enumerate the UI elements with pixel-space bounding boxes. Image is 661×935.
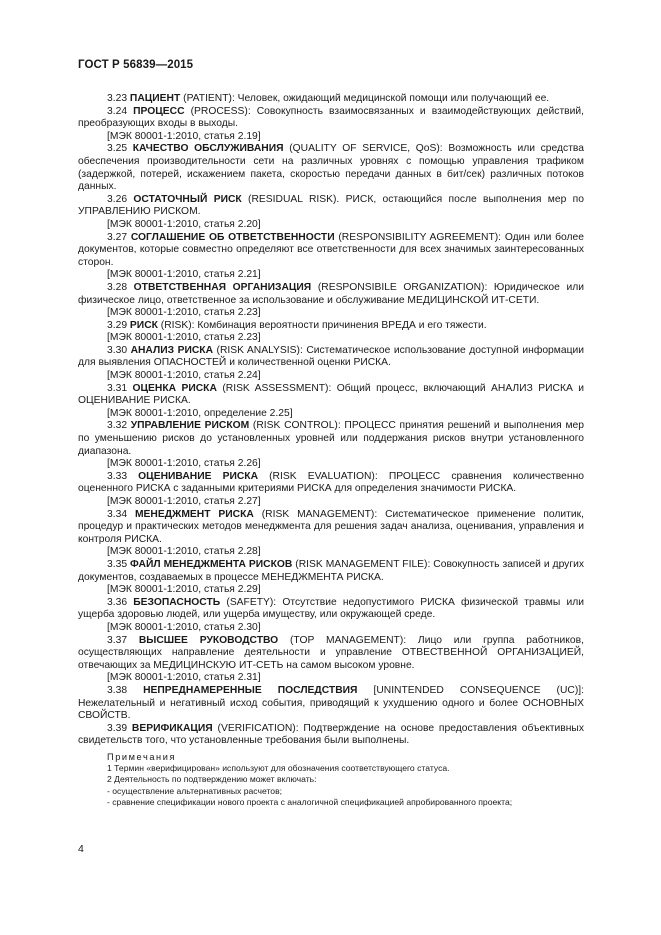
definition-entry (78, 232, 584, 282)
definition-paragraph (78, 471, 584, 496)
definition-entry (78, 143, 584, 193)
entry-number: 3.33 (107, 470, 128, 482)
entry-number: 3.36 (107, 596, 128, 608)
source-reference: [МЭК 80001-1:2010, статья 2.30] (107, 621, 261, 633)
entry-term: ПРОЦЕСС (133, 105, 185, 117)
entry-text: (VERIFICATION): Подтверждение на основе предоставления объективных свидетельств того, что установленные требования были выполнены. (78, 722, 584, 747)
definition-entry (78, 685, 584, 723)
entry-text: (RESIDUAL RISK). РИСК, остающийся после выполнения мер по УПРАВЛЕНИЮ РИСКОМ. (78, 193, 584, 218)
definition-entry (78, 93, 584, 106)
notes-title: Примечания (107, 751, 177, 762)
source-reference: [МЭК 80001-1:2010, статья 2.26] (107, 458, 261, 470)
entry-term: МЕНЕДЖМЕНТ РИСКА (134, 508, 254, 520)
definitions-list (78, 93, 584, 748)
entry-term: НЕПРЕДНАМЕРЕННЫЕ ПОСЛЕДСТВИЯ (143, 684, 358, 696)
definition-paragraph (78, 559, 584, 584)
entry-number: 3.31 (107, 382, 128, 394)
source-reference: [МЭК 80001-1:2010, статья 2.28] (107, 546, 261, 558)
source-reference: [МЭК 80001-1:2010, статья 2.27] (107, 496, 261, 507)
entry-number: 3.30 (107, 344, 128, 356)
entry-text: (RISK CONTROL): ПРОЦЕСС принятия решений и выполнения мер по уменьшению рисков до установленных уровней или поддержания рисков внутри установленного диапазона. (78, 420, 584, 457)
entry-term: ВЕРИФИКАЦИЯ (131, 722, 213, 734)
definition-entry (78, 106, 584, 144)
source-reference: [МЭК 80001-1:2010, статья 2.21] (107, 269, 261, 281)
page-number: 4 (78, 843, 84, 855)
note-line: - осуществление альтернативных расчетов; (107, 785, 283, 796)
entry-text: (SAFETY): Отсутствие недопустимого РИСКА физической травмы или ущерба здоровью людей, или ущерба имуществу, или окружающей среде. (78, 596, 584, 621)
definition-entry (78, 194, 584, 232)
definition-paragraph (78, 420, 584, 458)
definition-paragraph (78, 194, 584, 219)
entry-term: ОТВЕТСТВЕННАЯ ОРГАНИЗАЦИЯ (133, 281, 312, 293)
definition-entry (78, 471, 584, 509)
source-reference: [МЭК 80001-1:2010, статья 2.23] (107, 307, 261, 319)
entry-term: КАЧЕСТВО ОБСЛУЖИВАНИЯ (132, 143, 284, 155)
entry-text: (QUALITY OF SERVICE, QoS): Возможность или средства обеспечения производительности сети на различных уровнях с помощью управления трафиком (задержкой, потерей, искажением пакета, скоростью передачи данных в бит/сек) различных потоков данных. (78, 143, 584, 193)
entry-term: ОЦЕНИВАНИЕ РИСКА (138, 470, 259, 482)
definition-paragraph (78, 232, 584, 270)
source-reference: [МЭК 80001-1:2010, статья 2.23] (107, 332, 261, 344)
entry-text: (PATIENT): Человек, ожидающий медицинской помощи или получающий ее. (180, 93, 550, 104)
entry-text: (RISK MANAGEMENT FILE): Совокупность записей и других документов, создаваемых в процессе МЕНЕДЖМЕНТА РИСКА. (78, 558, 584, 583)
entry-text: (RISK): Комбинация вероятности причинения ВРЕДА и его тяжести. (157, 319, 487, 331)
entry-number: 3.37 (107, 634, 128, 646)
entry-text: (PROCESS): Совокупность взаимосвязанных и взаимодействующих действий, преобразующих входы в выходы. (78, 105, 584, 130)
definition-entry (78, 420, 584, 470)
entry-text: (RISK MANAGEMENT): Систематическое применение политик, процедур и практических методов менеджмента для решения задач анализа, оценивания, управления и контроля РИСКА. (78, 508, 584, 545)
definition-entry (78, 383, 584, 421)
document-header: ГОСТ Р 56839—2015 (78, 59, 194, 71)
entry-term: СОГЛАШЕНИЕ ОБ ОТВЕТСТВЕННОСТИ (130, 231, 335, 243)
entry-text: (RISK ANALYSIS): Систематическое использование доступной информации для выявления ОПАСНОСТЕЙ и количественной оценки РИСКА. (78, 344, 584, 369)
entry-number: 3.39 (107, 722, 128, 734)
document-body (78, 93, 584, 808)
entry-number: 3.27 (107, 231, 128, 243)
entry-text: (RISK ASSESSMENT): Общий процесс, включающий АНАЛИЗ РИСКА и ОЦЕНИВАНИЕ РИСКА. (78, 382, 584, 407)
definition-entry (78, 723, 584, 748)
definition-entry (78, 559, 584, 597)
definition-entry (78, 597, 584, 635)
definition-paragraph (78, 143, 584, 193)
entry-number: 3.29 (107, 319, 128, 331)
entry-term: ОСТАТОЧНЫЙ РИСК (133, 193, 242, 205)
entry-number: 3.26 (107, 193, 128, 205)
definition-paragraph (78, 345, 584, 370)
source-reference: [МЭК 80001-1:2010, статья 2.19] (107, 130, 261, 142)
entry-term: ПАЦИЕНТ (129, 93, 181, 104)
definition-paragraph (78, 685, 584, 723)
entry-number: 3.24 (107, 105, 128, 117)
note-line: - сравнение спецификации нового проекта с аналогичной спецификацией апробированного проекта; (107, 797, 513, 808)
definition-paragraph (78, 723, 584, 748)
definition-paragraph (78, 320, 584, 333)
entry-text: [UNINTENDED CONSEQUENCE (UC)]: Нежелательный и негативный исход события, приводящий к ухудшению одного и более ОСНОВНЫХ СВОЙСТВ. (78, 684, 584, 722)
definition-paragraph (78, 635, 584, 673)
entry-term: РИСК (129, 319, 158, 331)
entry-number: 3.34 (107, 508, 128, 520)
source-reference: [МЭК 80001-1:2010, статья 2.24] (107, 370, 261, 382)
entry-text: (RESPONSIBILITY AGREEMENT): Один или более документов, которые совместно определяют все ответственности для всех значимых заинтересованных сторон. (78, 231, 584, 268)
entry-text: (RISK EVALUATION): ПРОЦЕСС сравнения количественно оцененного РИСКА с заданными критериями РИСКА для определения значимости РИСКА. (78, 470, 584, 495)
entry-number: 3.28 (107, 281, 128, 293)
definition-paragraph (78, 509, 584, 547)
definition-paragraph (78, 93, 584, 106)
entry-number: 3.25 (107, 143, 128, 155)
definition-entry (78, 509, 584, 559)
definition-paragraph (78, 106, 584, 131)
definition-entry (78, 320, 584, 345)
entry-text: (TOP MANAGEMENT): Лицо или группа работников, осуществляющих направление деятельности и управление ОТВЕСТВЕННОЙ ОРГАНИЗАЦИЕЙ, отвечающих за МЕДИЦИНСКУЮ ИТ-СЕТЬ на самом высоком уровне. (78, 634, 584, 671)
entry-term: ВЫСШЕЕ РУКОВОДСТВО (138, 634, 279, 646)
definition-paragraph (78, 383, 584, 408)
entry-number: 3.23 (107, 93, 128, 104)
entry-text: (RESPONSIBILE ORGANIZATION): Юридическое или физическое лицо, ответственное за использование и обслуживание МЕДИЦИНСКОЙ ИТ-СЕТИ. (78, 281, 584, 306)
definition-paragraph (78, 282, 584, 307)
entry-number: 3.35 (107, 558, 128, 570)
note-line: 2 Деятельность по подтверждению может включать: (107, 774, 317, 785)
entry-term: ФАЙЛ МЕНЕДЖМЕНТА РИСКОВ (130, 558, 293, 570)
entry-number: 3.32 (107, 420, 128, 432)
source-reference: [МЭК 80001-1:2010, определение 2.25] (107, 407, 293, 419)
definition-paragraph (78, 597, 584, 622)
entry-term: УПРАВЛЕНИЕ РИСКОМ (130, 420, 250, 432)
definition-entry (78, 345, 584, 383)
source-reference: [МЭК 80001-1:2010, статья 2.31] (107, 672, 261, 684)
source-reference: [МЭК 80001-1:2010, статья 2.29] (107, 584, 261, 596)
entry-term: АНАЛИЗ РИСКА (130, 344, 214, 356)
entry-number: 3.38 (107, 684, 128, 696)
definition-entry (78, 635, 584, 685)
source-reference: [МЭК 80001-1:2010, статья 2.20] (107, 218, 261, 230)
note-line: 1 Термин «верифицирован» используют для обозначения соответствующего статуса. (107, 763, 450, 774)
notes-block (78, 752, 584, 808)
entry-term: БЕЗОПАСНОСТЬ (133, 596, 221, 608)
entry-term: ОЦЕНКА РИСКА (132, 382, 217, 394)
definition-entry (78, 282, 584, 320)
